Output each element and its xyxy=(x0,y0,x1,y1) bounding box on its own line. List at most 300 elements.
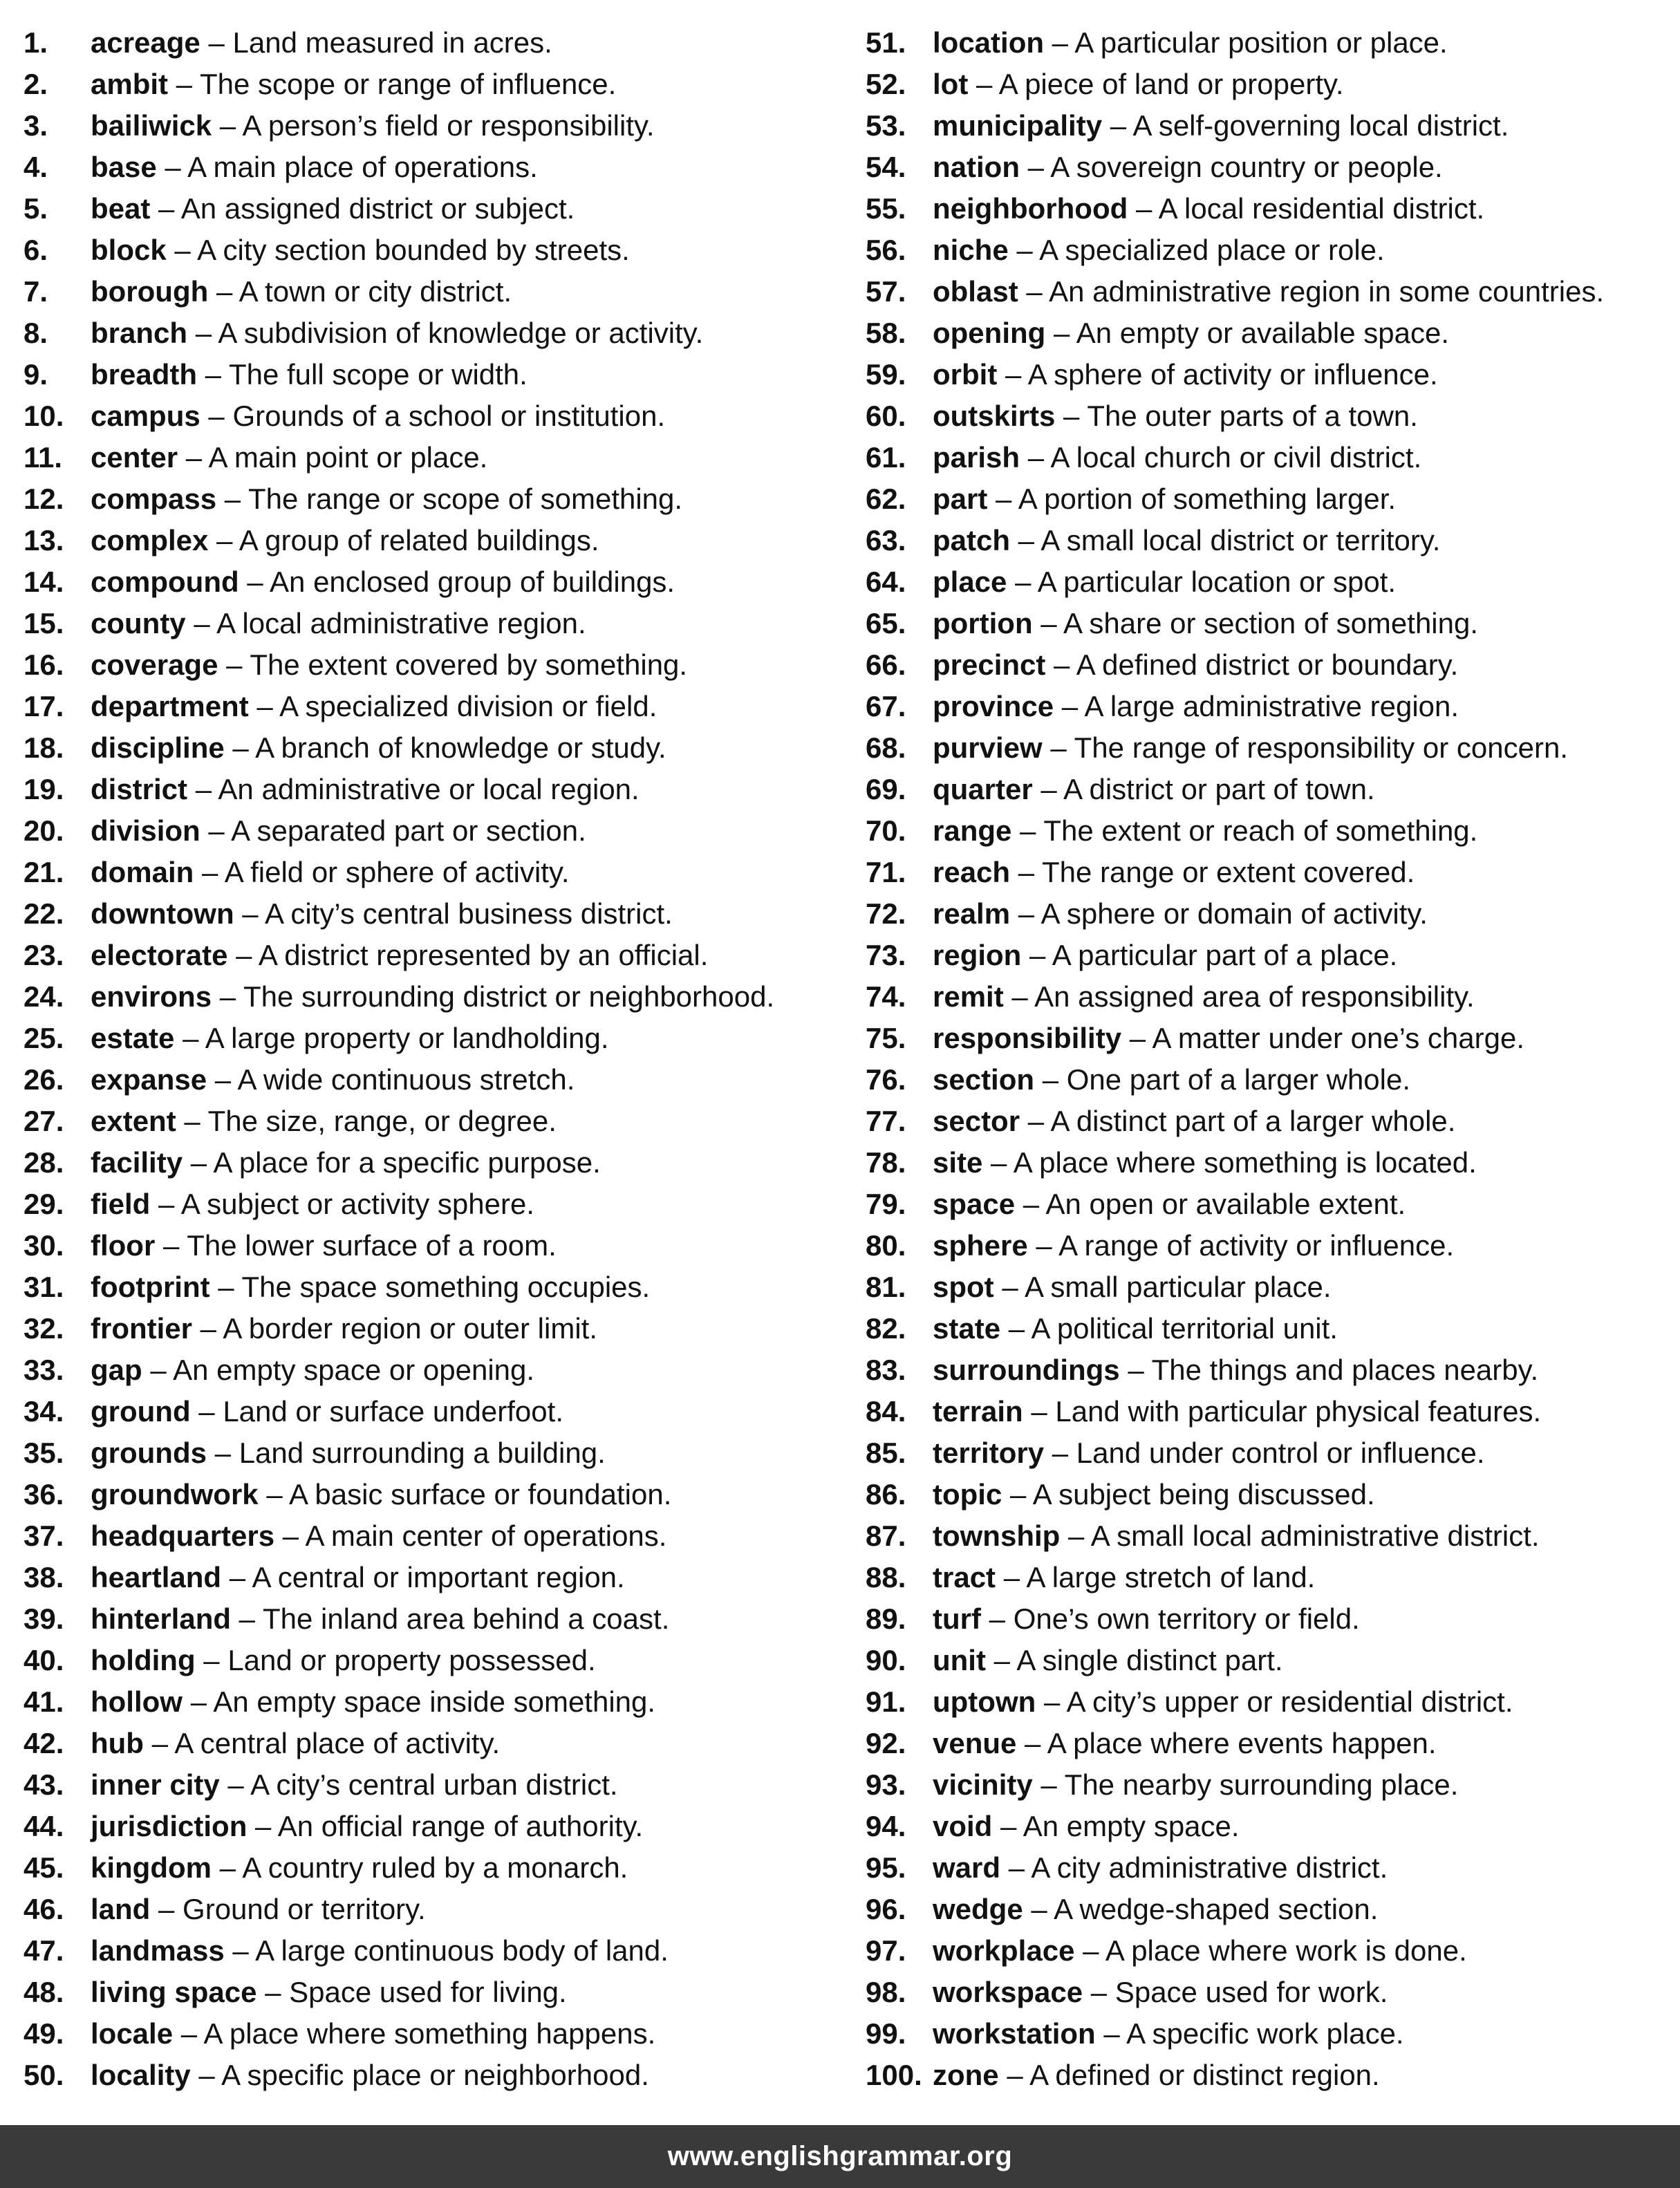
item-text xyxy=(933,1806,1240,1847)
item-definition: The outer parts of a town. xyxy=(1087,400,1418,432)
item-number: 29. xyxy=(24,1188,64,1220)
item-separator: – xyxy=(218,648,250,681)
item-definition: A particular position or place. xyxy=(1074,26,1448,59)
item-definition: A district or part of town. xyxy=(1063,773,1375,805)
list-item xyxy=(866,603,1668,644)
item-number: 93. xyxy=(866,1768,906,1801)
item-number: 55. xyxy=(866,192,906,225)
item-term: headquarters xyxy=(91,1520,275,1552)
item-definition: The range or scope of something. xyxy=(248,483,683,515)
item-separator: – xyxy=(156,151,188,183)
item-text xyxy=(933,603,1478,644)
item-term: remit xyxy=(933,980,1004,1013)
item-term: uptown xyxy=(933,1685,1036,1718)
item-term: grounds xyxy=(91,1437,207,1469)
item-term: terrain xyxy=(933,1395,1023,1428)
list-item xyxy=(24,1225,839,1266)
item-definition: A country ruled by a monarch. xyxy=(242,1851,628,1884)
item-separator: – xyxy=(996,1561,1027,1593)
list-item xyxy=(866,1018,1668,1059)
list-item xyxy=(24,686,839,727)
list-item xyxy=(24,1557,839,1598)
item-number: 18. xyxy=(24,731,64,764)
item-number: 2. xyxy=(24,68,48,100)
item-term: locale xyxy=(91,2017,174,2050)
item-separator: – xyxy=(224,731,256,764)
item-term: acreage xyxy=(91,26,200,59)
item-definition: Land or surface underfoot. xyxy=(223,1395,563,1428)
item-term: patch xyxy=(933,524,1011,557)
item-text xyxy=(933,1930,1467,1972)
item-number: 56. xyxy=(866,234,906,266)
item-text xyxy=(933,1972,1388,2013)
item-text xyxy=(91,1101,557,1142)
item-definition: A place for a specific purpose. xyxy=(213,1146,601,1179)
item-text xyxy=(933,1184,1406,1225)
list-item xyxy=(866,395,1668,437)
item-text xyxy=(933,147,1443,188)
item-number: 16. xyxy=(24,648,64,681)
item-number: 49. xyxy=(24,2017,64,2050)
item-text xyxy=(91,1972,567,2013)
item-term: landmass xyxy=(91,1934,225,1967)
item-term: sphere xyxy=(933,1229,1028,1262)
item-separator: – xyxy=(1000,1851,1032,1884)
item-number: 76. xyxy=(866,1063,906,1096)
item-text xyxy=(933,893,1428,935)
list-item xyxy=(24,1640,839,1681)
item-separator: – xyxy=(239,565,270,598)
list-item xyxy=(866,852,1668,893)
item-definition: The inland area behind a coast. xyxy=(262,1602,670,1635)
item-number: 61. xyxy=(866,441,906,474)
list-item xyxy=(866,22,1668,64)
item-number: 82. xyxy=(866,1312,906,1345)
item-separator: – xyxy=(212,1851,243,1884)
item-definition: A single distinct part. xyxy=(1016,1644,1283,1676)
item-definition: The size, range, or degree. xyxy=(207,1105,557,1137)
item-number: 34. xyxy=(24,1395,64,1428)
list-item xyxy=(866,437,1668,478)
item-number: 68. xyxy=(866,731,906,764)
item-term: division xyxy=(91,814,200,847)
list-item xyxy=(24,1972,839,2013)
item-number: 26. xyxy=(24,1063,64,1096)
item-definition: One part of a larger whole. xyxy=(1066,1063,1411,1096)
item-term: heartland xyxy=(91,1561,222,1593)
item-separator: – xyxy=(1007,565,1038,598)
item-term: expanse xyxy=(91,1063,207,1096)
item-definition: Land surrounding a building. xyxy=(239,1437,606,1469)
item-text xyxy=(933,105,1509,147)
item-separator: – xyxy=(1019,151,1051,183)
item-definition: A specialized division or field. xyxy=(279,690,657,722)
list-item xyxy=(24,1184,839,1225)
item-term: electorate xyxy=(91,939,228,971)
item-number: 75. xyxy=(866,1022,906,1054)
item-separator: – xyxy=(231,1602,263,1635)
item-definition: A large property or landholding. xyxy=(205,1022,609,1054)
list-item xyxy=(24,1018,839,1059)
item-separator: – xyxy=(185,607,217,639)
item-definition: A large stretch of land. xyxy=(1026,1561,1316,1593)
item-text xyxy=(91,1515,666,1557)
item-term: holding xyxy=(91,1644,196,1676)
list-item xyxy=(866,147,1668,188)
list-item xyxy=(24,1266,839,1308)
item-definition: A city administrative district. xyxy=(1031,1851,1388,1884)
list-item xyxy=(866,354,1668,395)
item-term: parish xyxy=(933,441,1020,474)
item-definition: A separated part or section. xyxy=(231,814,586,847)
item-text xyxy=(933,935,1397,976)
item-definition: The lower surface of a room. xyxy=(187,1229,557,1262)
item-separator: – xyxy=(968,68,999,100)
item-text xyxy=(91,852,570,893)
item-text xyxy=(91,1598,669,1640)
item-definition: An open or available extent. xyxy=(1045,1188,1406,1220)
item-text xyxy=(933,188,1484,230)
item-term: workplace xyxy=(933,1934,1075,1967)
item-number: 57. xyxy=(866,275,906,308)
list-item xyxy=(866,2055,1668,2096)
list-item xyxy=(24,893,839,935)
item-term: breadth xyxy=(91,358,198,391)
item-separator: – xyxy=(1002,1478,1033,1511)
list-item xyxy=(866,769,1668,810)
item-term: sector xyxy=(933,1105,1020,1137)
item-number: 92. xyxy=(866,1727,906,1759)
list-item xyxy=(866,1391,1668,1432)
item-number: 62. xyxy=(866,483,906,515)
item-separator: – xyxy=(183,1146,214,1179)
item-separator: – xyxy=(247,1810,278,1842)
item-term: unit xyxy=(933,1644,986,1676)
item-number: 86. xyxy=(866,1478,906,1511)
item-definition: A place where something is located. xyxy=(1013,1146,1477,1179)
item-text xyxy=(933,644,1458,686)
item-separator: – xyxy=(190,2059,222,2091)
list-item xyxy=(24,561,839,603)
item-text xyxy=(933,2013,1404,2055)
list-item xyxy=(24,976,839,1018)
item-number: 5. xyxy=(24,192,48,225)
list-item xyxy=(24,354,839,395)
item-term: township xyxy=(933,1520,1061,1552)
item-text xyxy=(933,64,1344,105)
item-term: discipline xyxy=(91,731,225,764)
item-number: 40. xyxy=(24,1644,64,1676)
item-separator: – xyxy=(219,1768,251,1801)
item-text xyxy=(91,561,675,603)
list-item xyxy=(24,769,839,810)
item-definition: A small local administrative district. xyxy=(1090,1520,1540,1552)
item-term: venue xyxy=(933,1727,1017,1759)
item-text xyxy=(91,22,552,64)
item-text xyxy=(933,22,1448,64)
list-item xyxy=(866,1598,1668,1640)
item-separator: – xyxy=(206,1437,239,1469)
item-number: 58. xyxy=(866,317,906,349)
item-definition: A defined district or boundary. xyxy=(1076,648,1459,681)
item-number: 12. xyxy=(24,483,64,515)
item-term: lot xyxy=(933,68,969,100)
list-item xyxy=(866,1723,1668,1764)
item-term: quarter xyxy=(933,773,1033,805)
item-separator: – xyxy=(1054,690,1085,722)
list-item xyxy=(24,1806,839,1847)
item-text xyxy=(933,561,1396,603)
item-term: place xyxy=(933,565,1007,598)
item-definition: A subject or activity sphere. xyxy=(180,1188,534,1220)
item-separator: – xyxy=(209,1271,242,1303)
item-definition: The extent or reach of something. xyxy=(1043,814,1478,847)
item-definition: A particular location or spot. xyxy=(1037,565,1397,598)
item-definition: A range of activity or influence. xyxy=(1058,1229,1455,1262)
item-definition: Ground or territory. xyxy=(183,1893,426,1925)
item-definition: A place where events happen. xyxy=(1047,1727,1437,1759)
list-item xyxy=(24,147,839,188)
item-text xyxy=(933,1225,1454,1266)
item-number: 77. xyxy=(866,1105,906,1137)
item-definition: A wide continuous stretch. xyxy=(237,1063,575,1096)
item-term: part xyxy=(933,483,988,515)
item-term: section xyxy=(933,1063,1035,1096)
item-number: 14. xyxy=(24,565,64,598)
item-number: 6. xyxy=(24,234,48,266)
item-definition: A specific place or neighborhood. xyxy=(221,2059,649,2091)
item-definition: A specific work place. xyxy=(1126,2017,1404,2050)
list-item xyxy=(24,1889,839,1930)
item-separator: – xyxy=(150,192,181,225)
item-number: 50. xyxy=(24,2059,64,2091)
item-definition: The range of responsibility or concern. xyxy=(1074,731,1569,764)
list-item xyxy=(24,22,839,64)
item-separator: – xyxy=(1010,524,1041,557)
item-definition: An administrative or local region. xyxy=(218,773,640,805)
list-item xyxy=(866,1266,1668,1308)
item-number: 59. xyxy=(866,358,906,391)
item-separator: – xyxy=(187,317,218,349)
item-text xyxy=(91,188,575,230)
item-text xyxy=(91,1225,557,1266)
item-term: block xyxy=(91,234,167,266)
item-separator: – xyxy=(227,939,259,971)
item-separator: – xyxy=(998,2059,1030,2091)
item-number: 42. xyxy=(24,1727,64,1759)
item-text xyxy=(933,312,1449,354)
item-separator: – xyxy=(216,483,249,515)
item-number: 20. xyxy=(24,814,64,847)
item-separator: – xyxy=(1011,814,1044,847)
item-definition: A portion of something larger. xyxy=(1018,483,1397,515)
item-term: responsibility xyxy=(933,1022,1122,1054)
list-item xyxy=(24,603,839,644)
right-column xyxy=(866,22,1668,2096)
list-item xyxy=(24,1723,839,1764)
item-number: 96. xyxy=(866,1893,906,1925)
item-term: niche xyxy=(933,234,1009,266)
list-item xyxy=(24,1308,839,1349)
list-item xyxy=(24,1391,839,1432)
item-definition: An empty space inside something. xyxy=(213,1685,656,1718)
item-term: base xyxy=(91,151,157,183)
item-definition: A self-governing local district. xyxy=(1132,109,1509,142)
item-text xyxy=(933,520,1440,561)
item-number: 64. xyxy=(866,565,906,598)
item-text xyxy=(91,1847,628,1889)
item-text xyxy=(933,1640,1283,1681)
item-term: center xyxy=(91,441,178,474)
item-separator: – xyxy=(1032,773,1064,805)
item-term: floor xyxy=(91,1229,156,1262)
item-number: 97. xyxy=(866,1934,906,1967)
list-item xyxy=(866,1308,1668,1349)
item-term: jurisdiction xyxy=(91,1810,248,1842)
item-number: 48. xyxy=(24,1976,64,2008)
item-text xyxy=(933,769,1375,810)
item-term: district xyxy=(91,773,188,805)
list-item xyxy=(24,1432,839,1474)
item-number: 53. xyxy=(866,109,906,142)
item-text xyxy=(91,976,774,1018)
item-text xyxy=(933,271,1604,312)
item-number: 44. xyxy=(24,1810,64,1842)
item-text xyxy=(91,1930,669,1972)
item-definition: A city’s central urban district. xyxy=(250,1768,618,1801)
item-separator: – xyxy=(1003,980,1035,1013)
item-separator: – xyxy=(993,1271,1025,1303)
item-term: purview xyxy=(933,731,1043,764)
item-definition: A place where work is done. xyxy=(1105,1934,1467,1967)
item-separator: – xyxy=(1102,109,1133,142)
item-number: 8. xyxy=(24,317,48,349)
item-separator: – xyxy=(1015,1188,1046,1220)
item-number: 24. xyxy=(24,980,64,1013)
item-definition: A main center of operations. xyxy=(305,1520,667,1552)
item-text xyxy=(91,105,655,147)
item-definition: The things and places nearby. xyxy=(1151,1354,1539,1386)
item-text xyxy=(91,644,687,686)
item-separator: – xyxy=(1119,1354,1152,1386)
item-definition: One’s own territory or field. xyxy=(1013,1602,1360,1635)
item-separator: – xyxy=(224,1934,256,1967)
item-number: 35. xyxy=(24,1437,64,1469)
item-definition: A particular part of a place. xyxy=(1052,939,1398,971)
item-text xyxy=(933,437,1421,478)
item-term: vicinity xyxy=(933,1768,1033,1801)
item-separator: – xyxy=(166,234,198,266)
item-text xyxy=(933,1308,1338,1349)
item-term: opening xyxy=(933,317,1046,349)
item-separator: – xyxy=(194,856,225,888)
item-separator: – xyxy=(212,980,243,1013)
item-term: site xyxy=(933,1146,983,1179)
list-item xyxy=(866,1806,1668,1847)
list-item xyxy=(866,1101,1668,1142)
item-term: land xyxy=(91,1893,151,1925)
item-text xyxy=(91,1640,596,1681)
item-number: 43. xyxy=(24,1768,64,1801)
item-separator: – xyxy=(1020,441,1051,474)
item-number: 23. xyxy=(24,939,64,971)
item-text xyxy=(91,1266,650,1308)
item-separator: – xyxy=(155,1229,187,1262)
item-definition: A defined or distinct region. xyxy=(1029,2059,1380,2091)
item-number: 37. xyxy=(24,1520,64,1552)
item-text xyxy=(91,64,616,105)
left-column xyxy=(24,22,839,2096)
item-text xyxy=(933,1681,1513,1723)
item-number: 39. xyxy=(24,1602,64,1635)
footer-website[interactable]: www.englishgrammar.org xyxy=(667,2141,1013,2171)
item-term: zone xyxy=(933,2059,999,2091)
item-definition: The extent covered by something. xyxy=(250,648,688,681)
item-number: 15. xyxy=(24,607,64,639)
item-separator: – xyxy=(1128,192,1159,225)
item-separator: – xyxy=(985,1644,1017,1676)
list-item xyxy=(24,1847,839,1889)
item-term: frontier xyxy=(91,1312,192,1345)
item-text xyxy=(933,395,1418,437)
item-text xyxy=(933,1432,1485,1474)
item-number: 54. xyxy=(866,151,906,183)
item-term: void xyxy=(933,1810,993,1842)
list-item xyxy=(866,644,1668,686)
list-item xyxy=(24,188,839,230)
item-number: 98. xyxy=(866,1976,906,2008)
item-definition: Space used for work. xyxy=(1114,1976,1388,2008)
item-number: 22. xyxy=(24,897,64,930)
item-separator: – xyxy=(212,109,243,142)
list-item xyxy=(24,1101,839,1142)
item-text xyxy=(933,1101,1455,1142)
item-separator: – xyxy=(1008,234,1040,266)
list-item xyxy=(866,1059,1668,1101)
item-term: state xyxy=(933,1312,1001,1345)
item-definition: A local church or civil district. xyxy=(1050,441,1422,474)
item-definition: An administrative region in some countries. xyxy=(1049,275,1605,308)
item-separator: – xyxy=(221,1561,252,1593)
list-item xyxy=(866,230,1668,271)
item-separator: – xyxy=(1121,1022,1152,1054)
footer-bar xyxy=(0,2125,1680,2188)
list-item xyxy=(24,1681,839,1723)
item-text xyxy=(933,727,1568,769)
list-item xyxy=(24,230,839,271)
item-text xyxy=(91,1059,575,1101)
item-separator: – xyxy=(1044,26,1075,59)
item-number: 7. xyxy=(24,275,48,308)
item-definition: A subject being discussed. xyxy=(1032,1478,1375,1511)
item-definition: Grounds of a school or institution. xyxy=(232,400,666,432)
item-definition: An assigned area of responsibility. xyxy=(1034,980,1475,1013)
item-definition: A local administrative region. xyxy=(216,607,586,639)
item-number: 94. xyxy=(866,1810,906,1842)
item-definition: A branch of knowledge or study. xyxy=(255,731,666,764)
item-text xyxy=(933,1474,1375,1515)
item-number: 90. xyxy=(866,1644,906,1676)
list-item xyxy=(24,727,839,769)
item-text xyxy=(933,1391,1541,1432)
item-number: 95. xyxy=(866,1851,906,1884)
item-separator: – xyxy=(997,358,1028,391)
item-text xyxy=(91,1723,500,1764)
item-term: tract xyxy=(933,1561,996,1593)
item-number: 52. xyxy=(866,68,906,100)
item-number: 83. xyxy=(866,1354,906,1386)
list-item xyxy=(866,561,1668,603)
